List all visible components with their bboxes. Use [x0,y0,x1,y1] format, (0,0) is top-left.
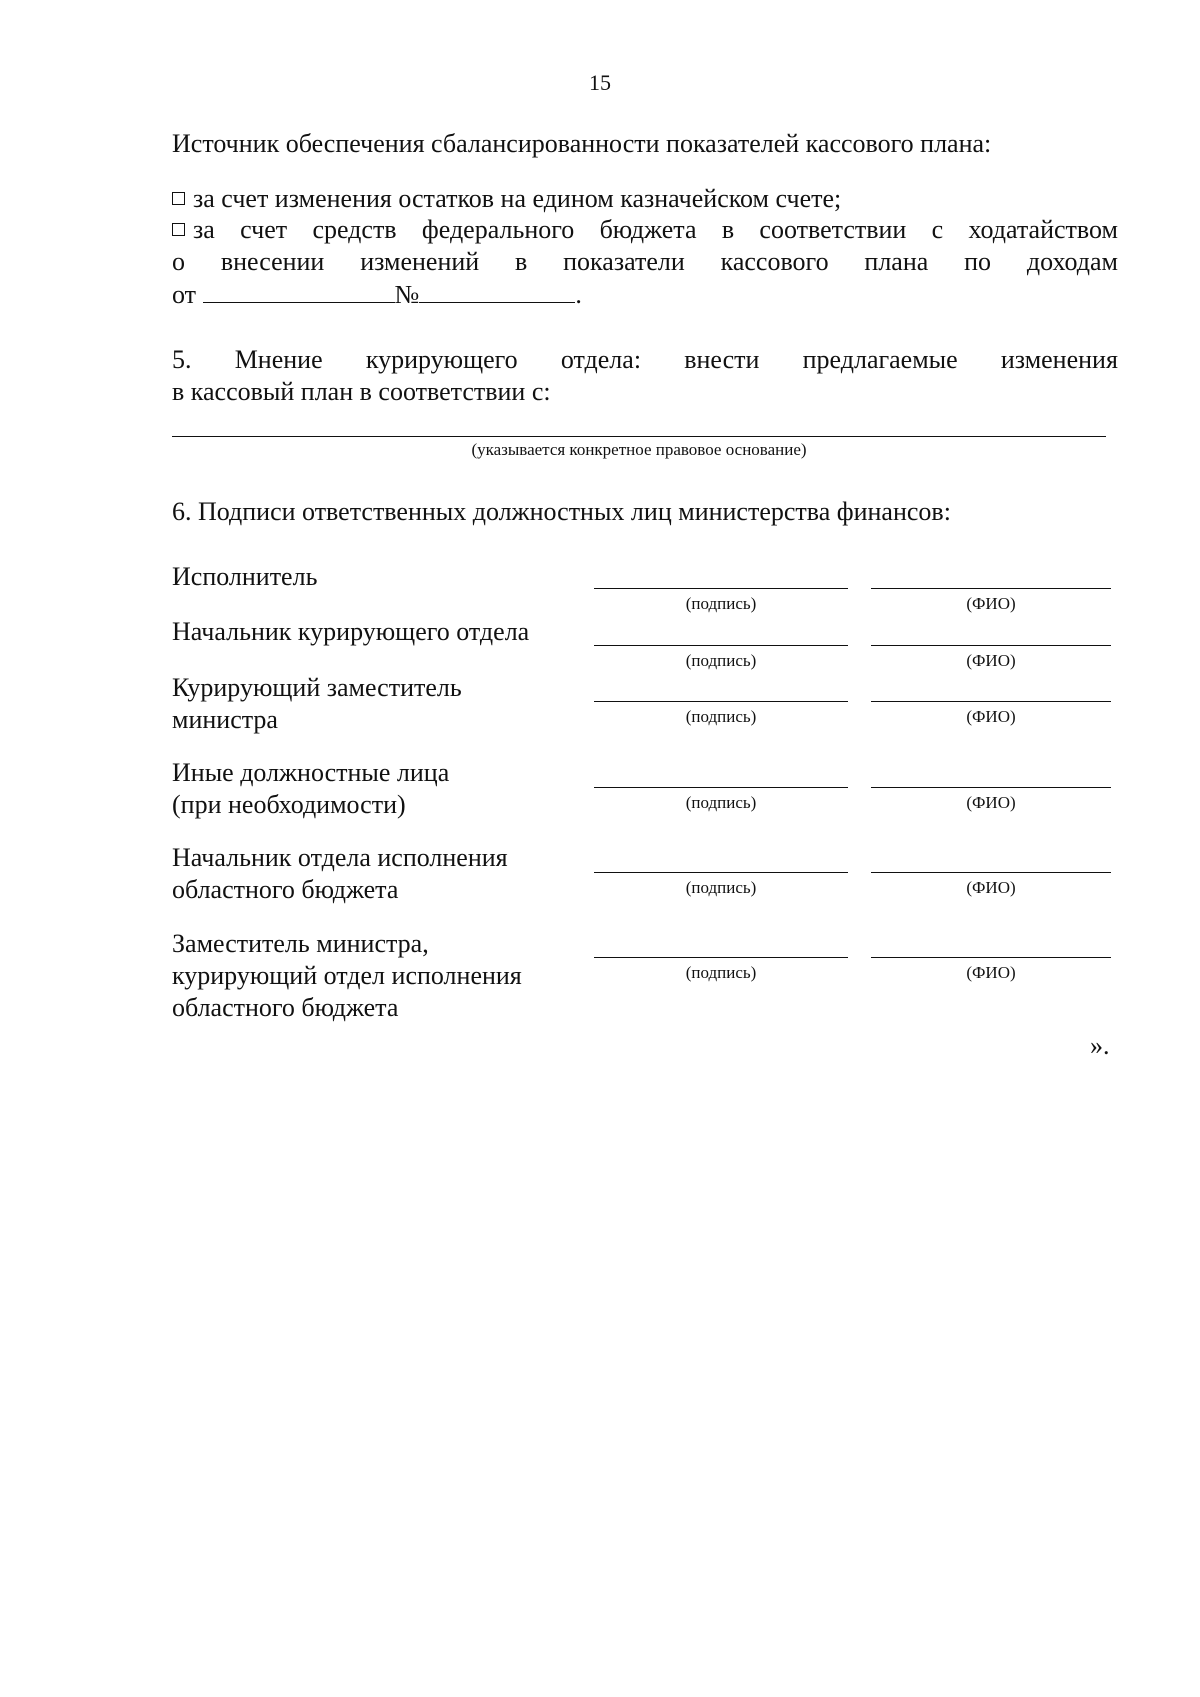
signatory-label-line: министра [172,705,278,734]
signatory-label-line: Начальник курирующего отдела [172,617,530,646]
name-field[interactable] [871,957,1111,958]
option-2-word: счет [240,215,288,244]
option-2-word: в [515,247,528,276]
signature-caption: (подпись) [685,878,757,897]
legal-basis-field[interactable] [172,436,1106,437]
petition-date-field[interactable] [203,278,395,303]
signature-field[interactable] [594,701,848,702]
end-period: . [575,280,582,309]
signature-caption: (подпись) [685,651,757,670]
petition-number-field[interactable] [419,278,575,303]
from-prefix: от [172,280,197,309]
signatory-label-line: Начальник отдела исполнения [172,843,508,872]
option-1 [172,183,841,215]
section-5-word: отдела: [560,345,642,374]
signatory-label-line: Курирующий заместитель [172,673,462,702]
option-2-word: изменений [360,247,480,276]
checkbox-icon[interactable] [172,192,185,205]
signatory-label [172,928,522,1024]
option-2-word: кассового [720,247,829,276]
section-6-heading: 6. Подписи ответственных должностных лиц министерства финансов: [172,497,951,526]
option-2-word: внесении [220,247,325,276]
section-5-word: изменения [1000,345,1118,374]
option-2-word: федерального [421,215,575,244]
section-5-word: курирующего [365,345,518,374]
signatory-label-line: (при необходимости) [172,790,406,819]
signatory-label-line: Исполнитель [172,562,318,591]
option-2-word: показатели [563,247,685,276]
name-field[interactable] [871,787,1111,788]
option-2-word: в [721,215,735,244]
signatory-label-line: областного бюджета [172,875,399,904]
option-2-word: по [964,247,992,276]
name-caption: (ФИО) [966,594,1016,613]
signatory-label [172,757,449,821]
signatory-label [172,561,317,593]
signatory-label-line: Иные должностные лица [172,758,450,787]
checkbox-icon[interactable] [172,223,185,236]
section-5-word: Мнение [234,345,323,374]
signature-caption: (подпись) [685,707,757,726]
signature-caption: (подпись) [685,963,757,982]
signature-caption: (подпись) [685,793,757,812]
signatory-label-line: областного бюджета [172,993,399,1022]
signature-field[interactable] [594,645,848,646]
name-caption: (ФИО) [966,707,1016,726]
option-2-word: доходам [1026,247,1118,276]
option-2-word: ходатайством [968,215,1118,244]
signature-field[interactable] [594,787,848,788]
signature-field[interactable] [594,872,848,873]
closing-quote-mark: ». [1090,1031,1110,1060]
name-caption: (ФИО) [966,793,1016,812]
option-2-word: плана [864,247,929,276]
option-2-line-1 [172,214,1118,246]
section-5-word: 5. [172,345,192,374]
option-1-text: за счет изменения остатков на едином казначейском счете; [193,184,842,213]
option-2-line-2 [172,246,1118,278]
name-caption: (ФИО) [966,963,1016,982]
section-5-word: предлагаемые [802,345,958,374]
name-caption: (ФИО) [966,651,1016,670]
section-5-line-2: в кассовый план в соответствии с: [172,377,551,406]
page-number: 15 [589,70,611,95]
number-sign: № [394,280,420,309]
option-2-word: средств [312,215,397,244]
name-field[interactable] [871,701,1111,702]
name-field[interactable] [871,645,1111,646]
section-5-word: внести [684,345,760,374]
option-2-word: с [931,215,944,244]
name-field[interactable] [871,588,1111,589]
signature-field[interactable] [594,588,848,589]
signatory-label [172,842,508,906]
signatory-label [172,672,462,736]
name-field[interactable] [871,872,1111,873]
signature-field[interactable] [594,957,848,958]
name-caption: (ФИО) [966,878,1016,897]
section-5-line-1 [172,344,1118,376]
option-2-word: за [172,214,215,246]
signature-caption: (подпись) [685,594,757,613]
legal-basis-caption: (указывается конкретное правовое основание) [471,440,807,459]
petition-date-number-line [172,278,582,311]
option-2-word: бюджета [599,215,697,244]
signatory-label [172,616,529,648]
signatory-label-line: курирующий отдел исполнения [172,961,522,990]
option-2-word: о [172,247,185,276]
source-heading: Источник обеспечения сбалансированности показателей кассового плана: [172,129,992,158]
signatory-label-line: Заместитель министра, [172,929,429,958]
option-2-word: соответствии [759,215,907,244]
